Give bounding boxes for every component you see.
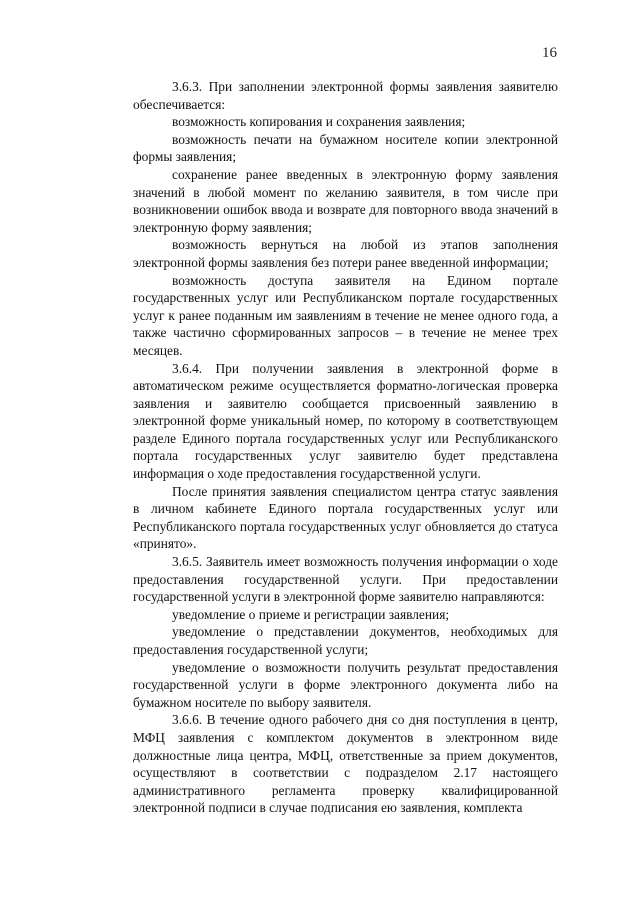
paragraph-notice-documents: уведомление о представлении документов, необходимых для предоставления государственной услуги; [133,624,558,657]
paragraph-copy-save: возможность копирования и сохранения заявления; [172,114,466,130]
paragraph-return-step: возможность вернуться на любой из этапов заполнения электронной формы заявления без потери ранее введенной информации; [133,237,558,270]
paragraph-3-6-3: 3.6.3. При заполнении электронной формы заявления заявителю обеспечивается: [133,79,558,112]
paragraph-status-accepted: После принятия заявления специалистом центра статус заявления в личном кабинете Единого портала государственных услуг или Республиканского портала государственных услуг обновляется до статуса «принято». [133,483,558,552]
paragraph-3-6-4: 3.6.4. При получении заявления в электронной форме в автоматическом режиме осуществляется форматно-логическая проверка заявления и заявителю сообщается присвоенный заявлению в электронной форме уникальный номер, по которому в соответствующем разделе Единого портала государственных услуг или Республиканского портала государственных услуг заявителю будет представлена информация о ходе предоставления государственной услуги. [133,360,558,482]
document-body [133,78,558,817]
paragraph-3-6-6: 3.6.6. В течение одного рабочего дня со дня поступления в центр, МФЦ заявления с комплектом документов в электронном виде должностные лица центра, МФЦ, ответственные за прием документов, осуществляют в соответствии с подразделом 2.17 настоящего административного регламента проверку квалифицированной электронной подписи в случае подписания ею заявления, комплекта [133,712,558,816]
paragraph-portal-access: возможность доступа заявителя на Едином портале государственных услуг или Республиканском портале государственных услуг к ранее поданным им заявлениям в течение не менее одного года, а также частично сформированных запросов – в течение не менее трех месяцев. [133,272,558,358]
paragraph-print: возможность печати на бумажном носителе копии электронной формы заявления; [133,131,558,165]
paragraph-save-values: сохранение ранее введенных в электронную форму заявления значений в любой момент по желанию заявителя, в том числе при возникновении ошибок ввода и возврате для повторного ввода значений в электронную форму заявления; [133,166,558,235]
paragraph-3-6-5: 3.6.5. Заявитель имеет возможность получения информации о ходе предоставления государственной услуги. При предоставлении государственной услуги в электронной форме заявителю направляются: [133,554,558,605]
paragraph-notice-receipt: уведомление о приеме и регистрации заявления; [172,606,450,622]
page-number: 16 [542,45,557,61]
paragraph-notice-result: уведомление о возможности получить результат предоставления государственной услуги в форме электронного документа либо на бумажном носителе по выбору заявителя. [133,659,558,710]
